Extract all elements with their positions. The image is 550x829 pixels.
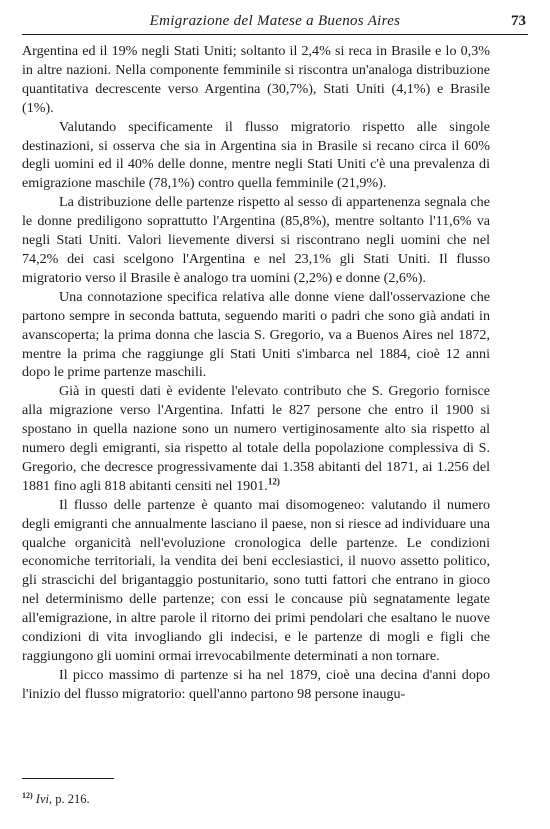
running-header — [22, 12, 528, 35]
footnote-source: Ivi — [35, 792, 49, 807]
paragraph-text: Già in questi dati è evidente l'elevato contributo che S. Gregorio fornisce alla migrazione verso l'Argentina. Infatti le 827 persone che entro il 1900 si spostano in quella nazione sono un numero vertiginosamente alto sia rispetto al numero degli emigranti, sia rispetto al totale della popolazione complessiva di S. Gregorio, che decresce progressivamente dai 1.358 abitanti del 1871, ai 1.256 del 1881 fino agli 818 abitanti censiti nel 1901. — [22, 383, 490, 494]
footnote-number: 12) — [22, 791, 33, 800]
page-number: 73 — [511, 13, 526, 29]
paragraph: Il flusso delle partenze è quanto mai disomogeneo: valutando il numero degli emigranti che annualmente lasciano il paese, non si riesce ad individuare una qualche organicità nell'evoluzione cronologica delle partenze. Le condizioni economiche territoriali, la vendita dei beni ecclesiastici, il nuovo assetto politico, gli strascichi del brigantaggio postunitario, sono tutti fattori che entrano in gioco nel determinismo delle partenze; con essi le concause più segnatamente legate all'emigrazione, in altre parole il ritorno dei primi pendolari che esaltano le nuove condizioni di vita invogliando gli indecisi, e le partenze di mogli e figli che raggiungono gli uomini ormai irrevocabilmente determinati a non tornare. — [22, 496, 490, 664]
footnote — [22, 791, 90, 807]
running-title: Emigrazione del Matese a Buenos Aires — [149, 13, 401, 29]
paragraph: Il picco massimo di partenze si ha nel 1879, cioè una decina d'anni dopo l'inizio del flusso migratorio: quell'anno partono 98 persone inaugu- — [22, 666, 490, 702]
paragraph-with-footnote — [22, 382, 490, 495]
footnote-divider — [22, 778, 114, 779]
footnote-reference[interactable]: 12) — [267, 476, 280, 487]
paragraph: Una connotazione specifica relativa alle donne viene dall'osservazione che partono sempre in seconda battuta, seguendo mariti o padri che sono già andati in avanscoperta; la prima donna che lascia S. Gregorio, va a Buenos Aires nel 1872, mentre la prima che raggiunge gli Stati Uniti s'imbarca nel 1884, cioè 12 anni dopo le prime partenze maschili. — [22, 288, 490, 381]
body-text — [22, 42, 490, 704]
paragraph: Valutando specificamente il flusso migratorio rispetto alle singole destinazioni, si osserva che sia in Argentina sia in Brasile si recano circa il 60% degli uomini ed il 40% delle donne, mentre negli Stati Uniti c'è una prevalenza di emigrazione maschile (78,1%) contro quella femminile (21,9%). — [22, 118, 490, 192]
footnote-rest: , p. 216. — [48, 792, 90, 807]
paragraph: La distribuzione delle partenze rispetto al sesso di appartenenza segnala che le donne prediligono soprattutto l'Argentina (85,8%), mentre soltanto l'11,6% va negli Stati Uniti. Valori lievemente diversi si riscontrano negli uomini che nel 74,2% dei casi scelgono l'Argentina e nel 23,1% gli Stati Uniti. Il flusso migratorio verso il Brasile è analogo tra uomini (2,2%) e donne (2,6%). — [22, 194, 490, 286]
paragraph: Argentina ed il 19% negli Stati Uniti; soltanto il 2,4% si reca in Brasile e lo 0,3% in altre nazioni. Nella componente femminile si riscontra un'analoga distribuzione quantitativa decrescente verso Argentina (30,7%), Stati Uniti (4,1%) e Brasile (1%). — [22, 43, 490, 116]
